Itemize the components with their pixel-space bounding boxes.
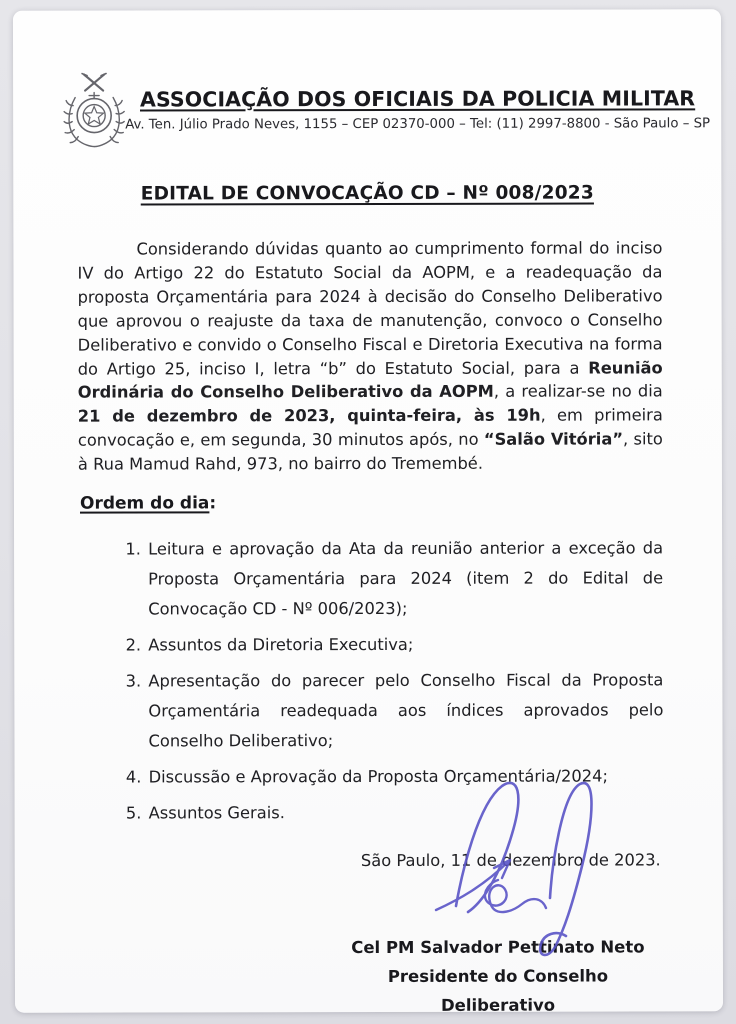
agenda-item: 1. Leitura e aprovação da Ata da reunião anterior a exceção da Proposta Orçamentária para 2024 (item 2 do Edital de Convocação CD - Nº 006/2023); [146, 533, 663, 624]
paragraph-bold-segment: Reunião Ordinária do Conselho Deliberativo da AOPM [77, 357, 663, 403]
org-address: Av. Ten. Júlio Prado Neves, 1155 – CEP 02370-000 – Tel: (11) 2997-8800 - São Paulo – SP [125, 116, 711, 133]
agenda-item: 2. Assuntos da Diretoria Executiva; [146, 629, 663, 660]
document-title [13, 182, 721, 204]
signature-block [333, 932, 663, 1020]
agenda-heading-colon: : [209, 493, 217, 514]
dateline: São Paulo, 11 de dezembro de 2023. [360, 850, 661, 871]
agenda-item: 4. Discussão e Aprovação da Proposta Orçamentária/2024; [147, 761, 664, 792]
document-sheet [13, 9, 723, 1015]
agenda-item: 5. Assuntos Gerais. [147, 797, 664, 828]
body-paragraph [77, 236, 662, 476]
agenda-heading-text: Ordem do dia [79, 493, 210, 514]
paragraph-segment: , sito à Rua Mamud Rahd, 973, no bairro do Tremembé. [77, 429, 663, 474]
letterhead [63, 70, 711, 153]
org-name: ASSOCIAÇÃO DOS OFICIAIS DA POLICIA MILITAR [139, 86, 696, 112]
aopm-crest-logo [63, 72, 125, 154]
paragraph-segment: Considerando dúvidas quanto ao cumprimento formal do inciso IV do Artigo 22 do Estatuto Social da AOPM, e a readequação da proposta Orçamentária para 2024 à decisão do Conselho Deliberativo que aprovou o reajuste da taxa de manutenção, convoco o Conselho Deliberativo e convido o Conselho Fiscal e Diretoria Executiva na forma do Artigo 25, inciso I, letra “b” do Estatuto Social, para a [77, 238, 663, 379]
crest-icon [63, 72, 125, 154]
letterhead-text [125, 70, 710, 132]
document-title-text: EDITAL DE CONVOCAÇÃO CD – Nº 008/2023 [140, 182, 594, 205]
agenda-list [14, 533, 664, 828]
paragraph-bold-segment: 21 de dezembro de 2023, quinta-feira, às 19h [77, 405, 541, 426]
paragraph-segment: , em primeira convocação e, em segunda, 30 minutos após, no [77, 405, 663, 450]
agenda-heading [80, 492, 722, 513]
paragraph-segment: , a realizar-se no dia [493, 381, 663, 402]
signer-role: Presidente do Conselho Deliberativo [387, 966, 609, 1015]
signer-name: Cel PM Salvador Pettinato Neto [351, 937, 645, 958]
paragraph-bold-segment: “Salão Vitória” [483, 429, 624, 450]
agenda-item: 3. Apresentação do parecer pelo Conselho Fiscal da Proposta Orçamentária readequada aos índices aprovados pelo Conselho Deliberativo; [146, 665, 663, 756]
